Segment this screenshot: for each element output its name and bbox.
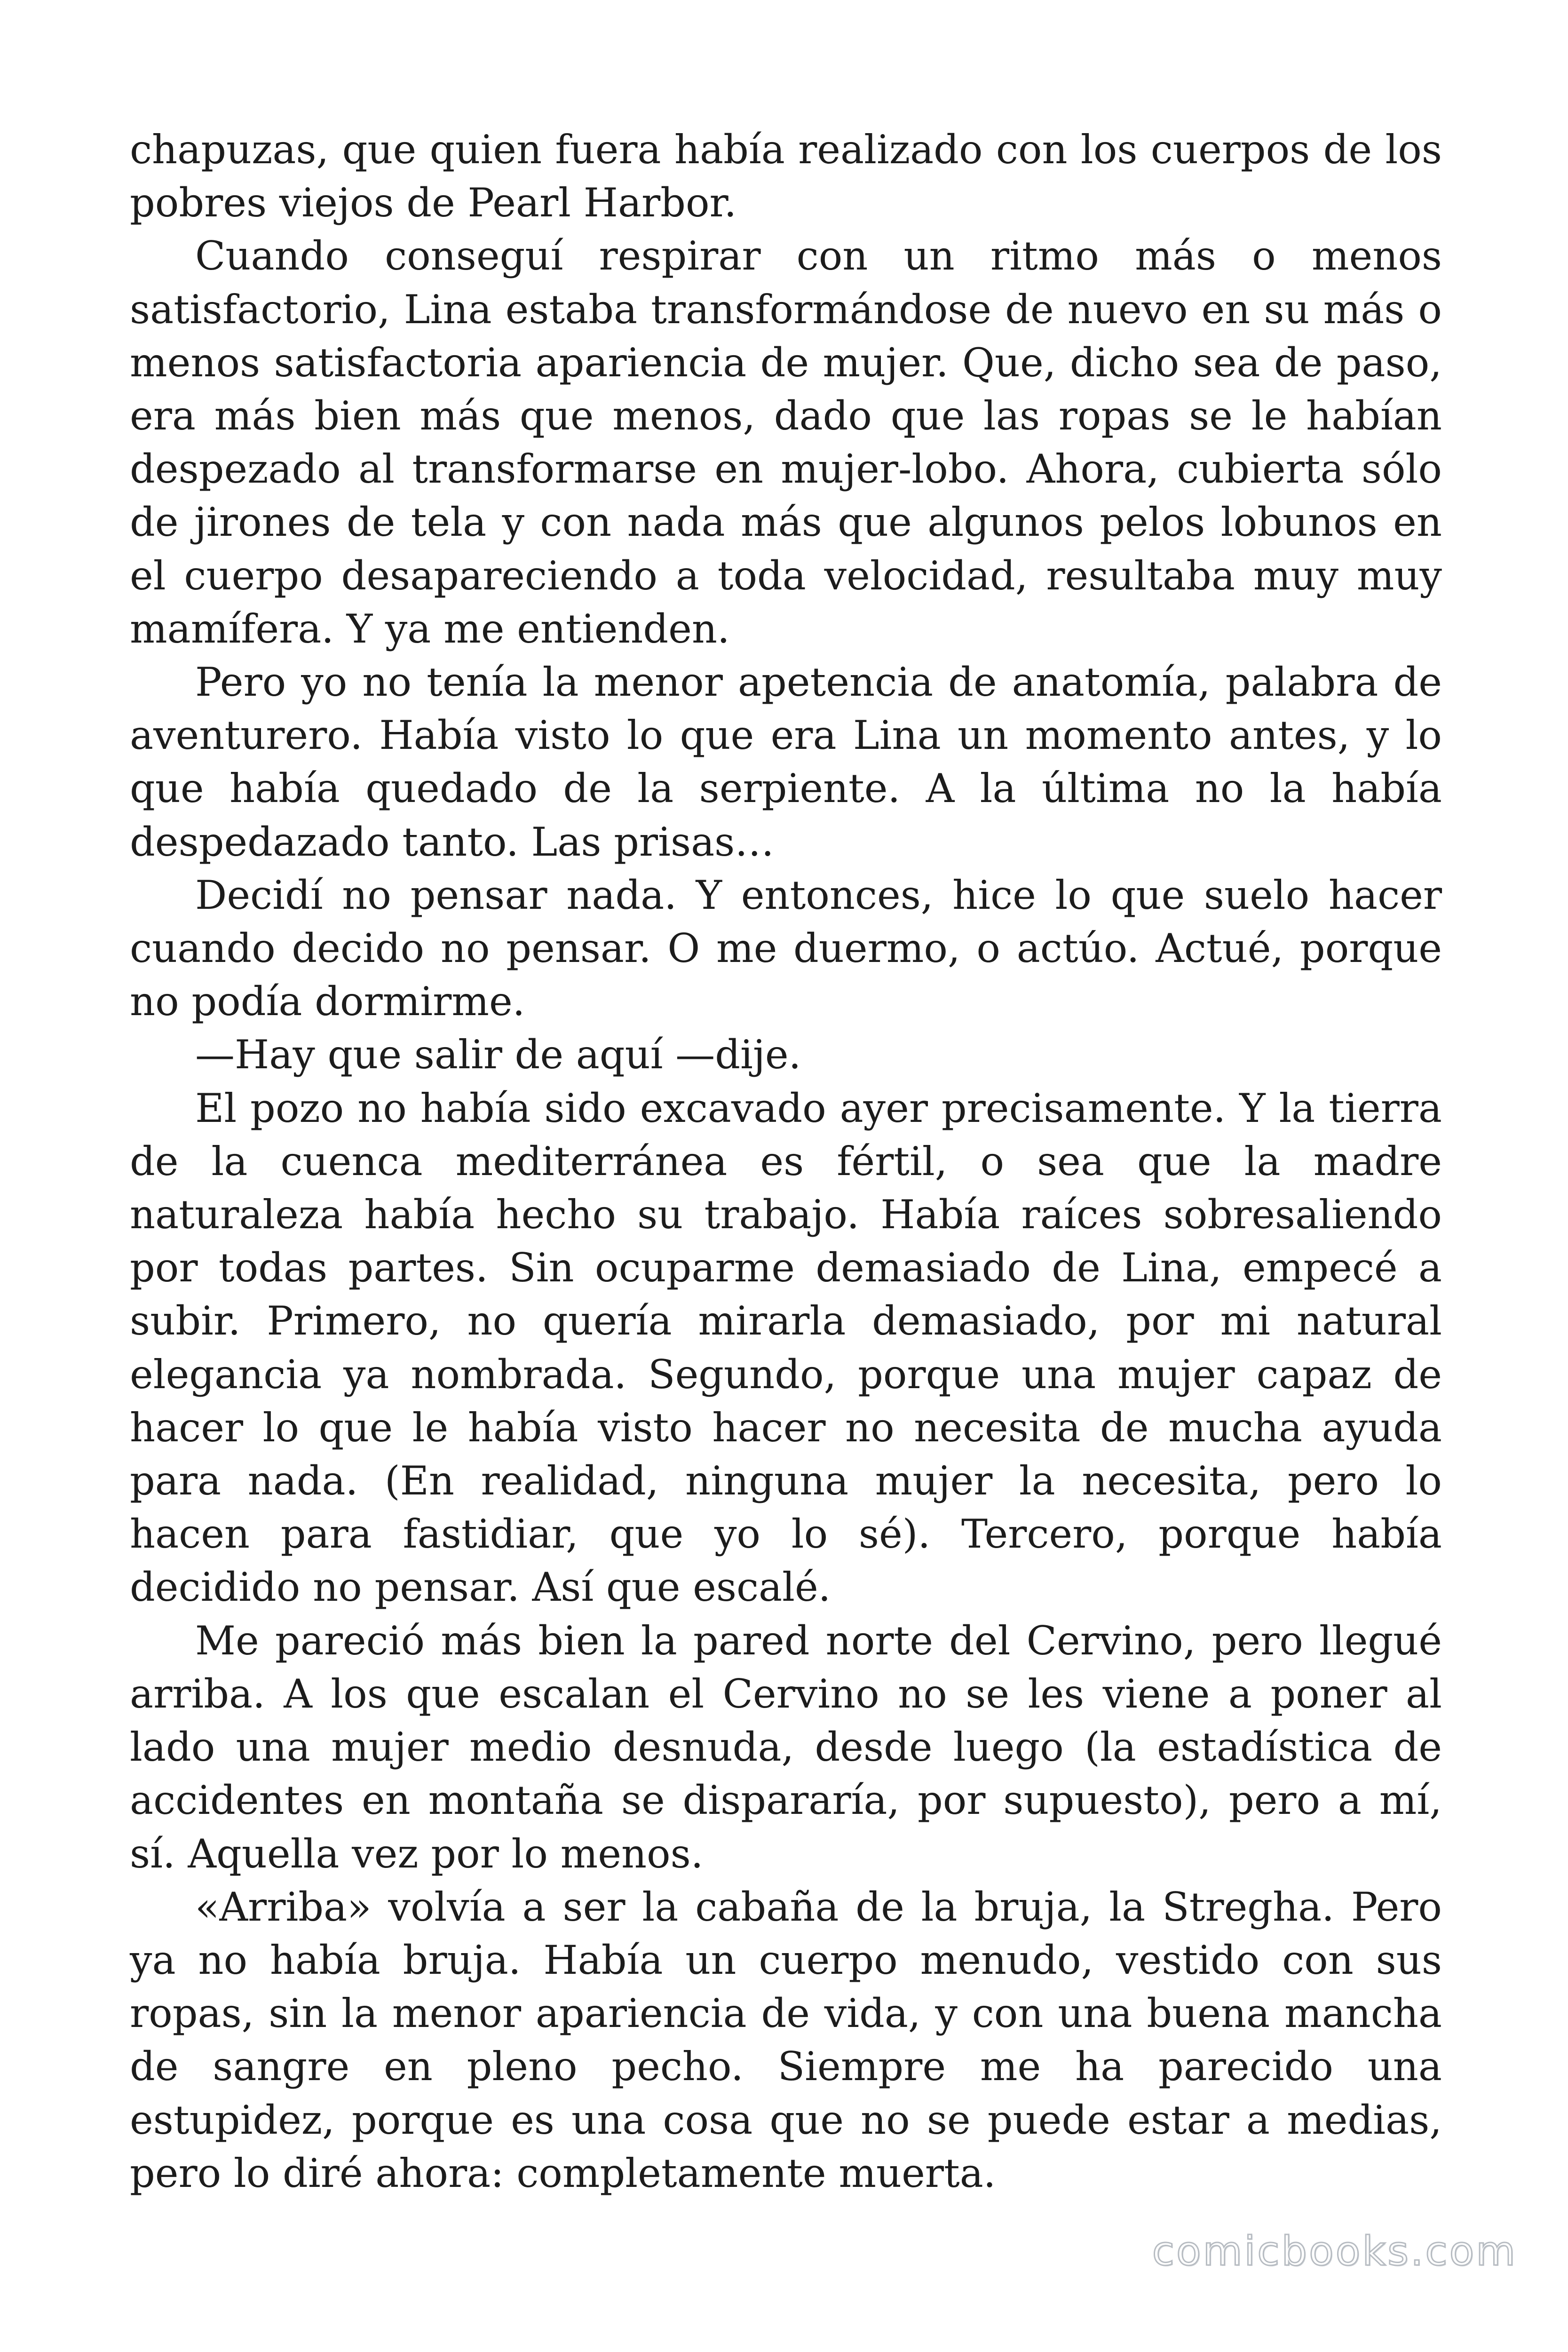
paragraph-3: Pero yo no tenía la menor apetencia de anatomía, palabra de aventurero. Había visto lo que era Lina un momento antes, y lo que había quedado de la serpiente. A la última no la había despedazado tanto. Las prisas…: [130, 659, 1442, 865]
paragraph-5-dialogue: —Hay que salir de aquí —dije.: [195, 1032, 801, 1078]
paragraph-4: Decidí no pensar nada. Y entonces, hice lo que suelo hacer cuando decido no pensar. O me duermo, o actúo. Actué, porque no podía dormirme.: [130, 872, 1442, 1025]
paragraph-2: Cuando conseguí respirar con un ritmo más o menos satisfactorio, Lina estaba transformándose de nuevo en su más o menos satisfactoria apariencia de mujer. Que, dicho sea de paso, era más bien más que menos, dado que las ropas se le habían despezado al transformarse en mujer-lobo. Ahora, cubierta sólo de jirones de tela y con nada más que algunos pelos lobunos en el cuerpo desapareciendo a toda velocidad, resultaba muy muy mamífera. Y ya me entienden.: [130, 233, 1442, 652]
paragraph-7: Me pareció más bien la pared norte del Cervino, pero llegué arriba. A los que escalan el Cervino no se les viene a poner al lado una mujer medio desnuda, desde luego (la estadística de accidentes en montaña se dispararía, por supuesto), pero a mí, sí. Aquella vez por lo menos.: [130, 1617, 1442, 1877]
paragraph-1: chapuzas, que quien fuera había realizado con los cuerpos de los pobres viejos de Pearl Harbor.: [130, 127, 1442, 226]
site-watermark: comicbooks.com: [1152, 2228, 1517, 2275]
paragraph-8: «Arriba» volvía a ser la cabaña de la bruja, la Stregha. Pero ya no había bruja. Había un cuerpo menudo, vestido con sus ropas, sin la menor apariencia de vida, y con una buena mancha de sangre en pleno pecho. Siempre me ha parecido una estupidez, porque es una cosa que no se puede estar a medias, pero lo diré ahora: completamente muerta.: [130, 1883, 1442, 2196]
page-body-text: [130, 123, 1442, 2200]
paragraph-6: El pozo no había sido excavado ayer precisamente. Y la tierra de la cuenca mediterránea es fértil, o sea que la madre naturaleza había hecho su trabajo. Había raíces sobresaliendo por todas partes. Sin ocuparme demasiado de Lina, empecé a subir. Primero, no quería mirarla demasiado, por mi natural elegancia ya nombrada. Segundo, porque una mujer capaz de hacer lo que le había visto hacer no necesita de mucha ayuda para nada. (En realidad, ninguna mujer la necesita, pero lo hacen para fastidiar, que yo lo sé). Tercero, porque había decidido no pensar. Así que escalé.: [130, 1085, 1442, 1611]
